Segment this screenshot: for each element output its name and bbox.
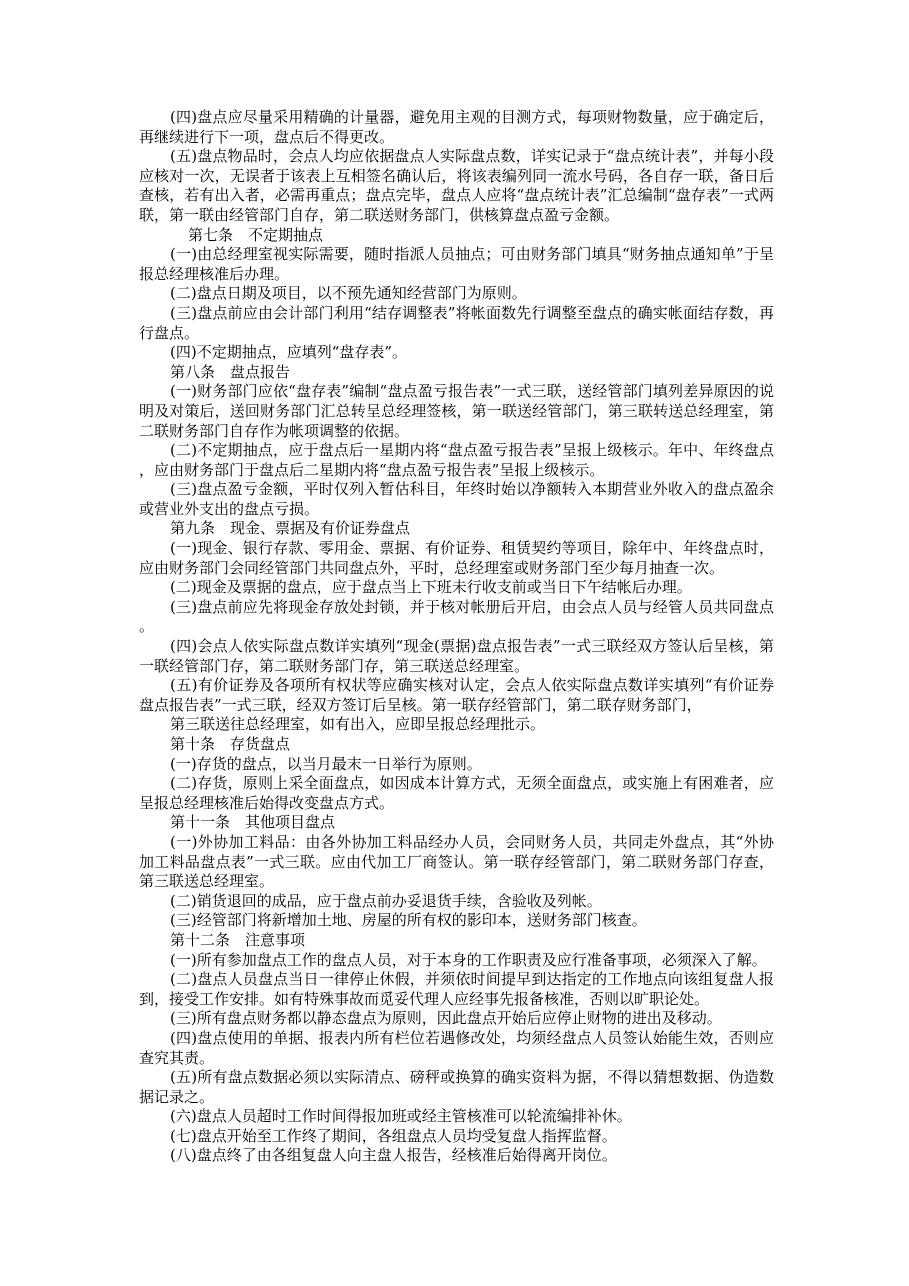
paragraph-12: (一)现金、银行存款、零用金、票据、有价证券、租赁契约等项目，除年中、年终盘点时，应由财务部门会同经管部门共同盘点外，平时，总经理室或财务部门至少每月抽查一次。	[139, 539, 774, 577]
paragraph-27: (二)盘点人员盘点当日一律停止休假，并须依时间提早到达指定的工作地点向该组复盘人报到，接受工作安排。如有特殊事故而觅妥代理人应经事先报备核准，否则以旷职论处。	[139, 970, 774, 1008]
paragraph-23: (二)销货退回的成品，应于盘点前办妥退货手续，含验收及列帐。	[170, 891, 602, 910]
paragraph-1: (五)盘点物品时，会点人均应依据盘点人实际盘点数，详实记录于“盘点统计表”，并每小段应核对一次，无误者于该表上互相签名确认后，将该表编列同一流水号码，各自存一联，备日后查核，若有出入者，必需再重点；盘点完毕，盘点人应将“盘点统计表”汇总编制“盘存表”一式两联，第一联由经管部门自存，第二联送财务部门，供核算盘点盈亏金额。	[139, 147, 774, 224]
document-body	[139, 108, 774, 1166]
paragraph-29: (四)盘点使用的单据、报表内所有栏位若遇修改处，均须经盘点人员签认始能生效，否则应查究其责。	[139, 1028, 774, 1067]
paragraph-31: (六)盘点人员超时工作时间得报加班或经主管核准可以轮流编排补休。	[170, 1107, 632, 1126]
paragraph-33: (八)盘点终了由各组复盘人向主盘人报告，经核准后始得离开岗位。	[170, 1146, 617, 1165]
article-heading-25: 第十二条 注意事项	[170, 930, 306, 949]
paragraph-19: (一)存货的盘点，以当月最末一日举行为原则。	[170, 754, 482, 773]
paragraph-26: (一)所有参加盘点工作的盘点人员，对于本身的工作职责及应行准备事项，必须深入了解。	[170, 950, 767, 969]
paragraph-30: (五)所有盘点数据必须以实际清点、磅秤或换算的确实资料为据，不得以猜想数据、伪造数据记录之。	[139, 1068, 774, 1106]
paragraph-17: 第三联送往总经理室，如有出入，应即呈报总经理批示。	[170, 715, 546, 734]
paragraph-15: (四)会点人依实际盘点数详实填列“现金(票据)盘点报告表”一式三联经双方签认后呈核，第一联经管部门存，第二联财务部门存，第三联送总经理室。	[139, 637, 774, 675]
article-heading-7: 第八条 盘点报告	[170, 362, 291, 381]
paragraph-0: (四)盘点应尽量采用精确的计量器，避免用主观的目测方式，每项财物数量，应于确定后，再继续进行下一项，盘点后不得更改。	[139, 108, 774, 146]
paragraph-10: (三)盘点盈亏金额，平时仅列入暂估科目，年终时始以净额转入本期营业外收入的盘点盈余或营业外支出的盘点亏损。	[139, 480, 774, 518]
paragraph-28: (三)所有盘点财务都以静态盘点为原则，因此盘点开始后应停止财物的进出及移动。	[170, 1009, 722, 1028]
article-heading-2: 第七条 不定期抽点	[188, 225, 324, 244]
paragraph-6: (四)不定期抽点，应填列“盘存表”。	[170, 343, 408, 362]
paragraph-32: (七)盘点开始至工作终了期间，各组盘点人员均受复盘人指挥监督。	[170, 1126, 617, 1145]
paragraph-14: (三)盘点前应先将现金存放处封锁，并于核对帐册后开启，由会点人员与经管人员共同盘点。	[139, 597, 774, 636]
paragraph-3: (一)由总经理室视实际需要，随时指派人员抽点；可由财务部门填具“财务抽点通知单”于呈报总经理核准后办理。	[139, 245, 774, 283]
paragraph-20: (二)存货，原则上采全面盘点，如因成本计算方式，无须全面盘点，或实施上有困难者，应呈报总经理核准后始得改变盘点方式。	[139, 774, 774, 812]
paragraph-16: (五)有价证券及各项所有权状等应确实核对认定，会点人依实际盘点数详实填列“有价证券盘点报告表”一式三联，经双方签订后呈核。第一联存经管部门，第二联存财务部门，	[139, 676, 774, 714]
paragraph-22: (一)外协加工料品：由各外协加工料品经办人员，会同财务人员，共同走外盘点，其“外协加工料品盘点表”一式三联。应由代加工厂商签认。第一联存经管部门，第二联财务部门存查，第三联送总经理室。	[139, 832, 774, 891]
article-heading-18: 第十条 存货盘点	[170, 735, 291, 753]
paragraph-4: (二)盘点日期及项目，以不预先通知经营部门为原则。	[170, 284, 527, 303]
paragraph-13: (二)现金及票据的盘点，应于盘点当上下班未行收支前或当日下午结帐后办理。	[170, 578, 692, 597]
paragraph-5: (三)盘点前应由会计部门利用“结存调整表”将帐面数先行调整至盘点的确实帐面结存数，再行盘点。	[139, 303, 774, 342]
paragraph-24: (三)经管部门将新增加土地、房屋的所有权的影印本，送财务部门核查。	[170, 911, 647, 930]
paragraph-9: (二)不定期抽点，应于盘点后一星期内将“盘点盈亏报告表”呈报上级核示。年中、年终盘点，应由财务部门于盘点后二星期内将“盘点盈亏报告表”呈报上级核示。	[139, 441, 774, 479]
article-heading-11: 第九条 现金、票据及有价证券盘点	[170, 519, 411, 538]
article-heading-21: 第十一条 其他项目盘点	[170, 813, 336, 832]
paragraph-8: (一)财务部门应依“盘存表”编制“盘点盈亏报告表”一式三联，送经管部门填列差异原因的说明及对策后，送回财务部门汇总转呈总经理签核，第一联送经管部门，第三联转送总经理室，第二联财务部门自存作为帐项调整的依据。	[139, 382, 774, 440]
